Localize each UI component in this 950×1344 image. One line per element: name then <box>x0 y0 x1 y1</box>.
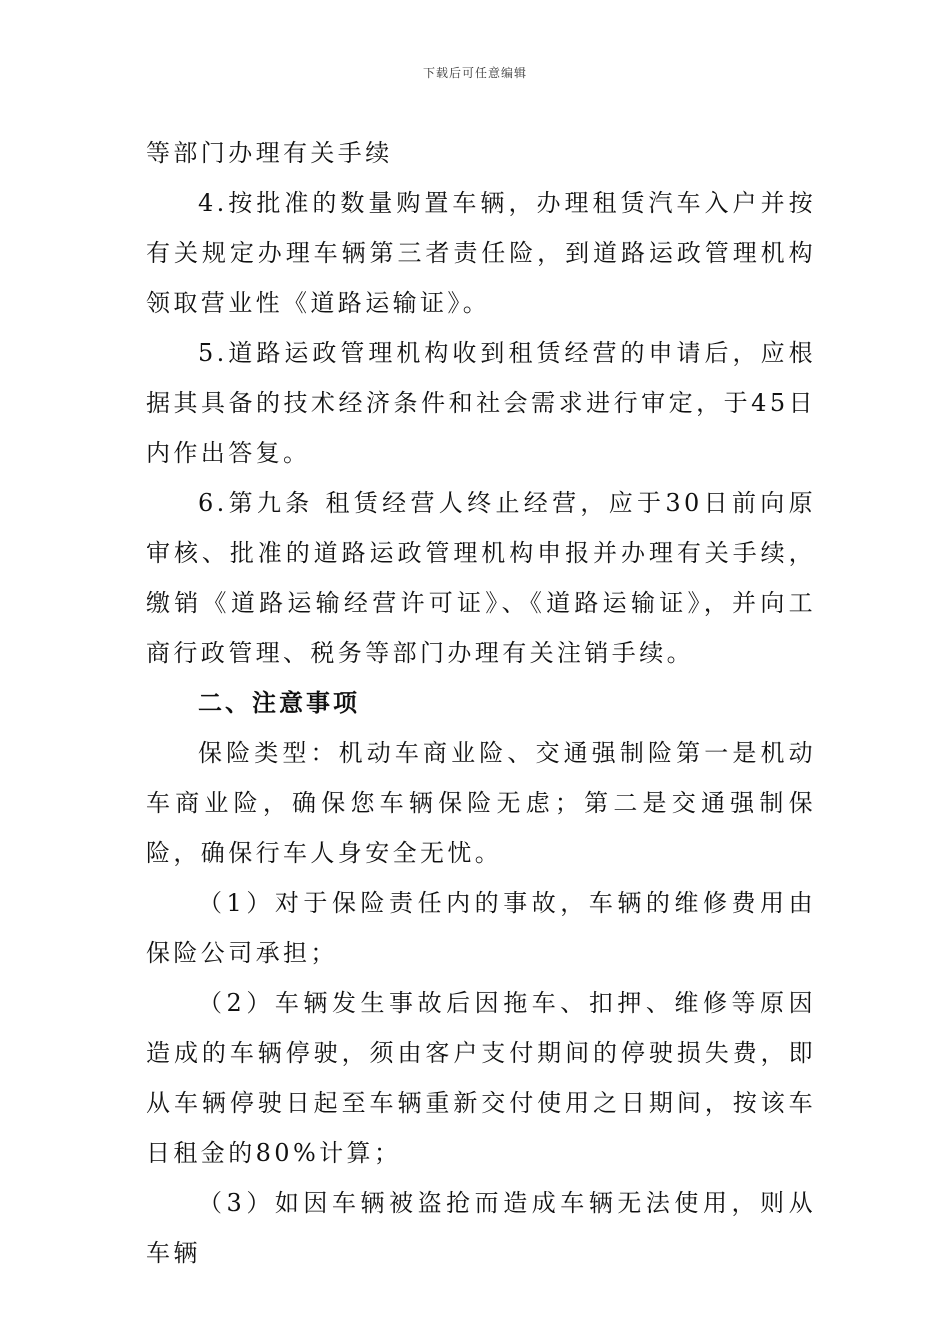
paragraph-item-5: 5.道路运政管理机构收到租赁经营的申请后，应根据其具备的技术经济条件和社会需求进行审定，于45日内作出答复。 <box>146 339 816 467</box>
paragraph-insurance-types: 保险类型：机动车商业险、交通强制险第一是机动车商业险，确保您车辆保险无虑；第二是交通强制保险，确保行车人身安全无忧。 <box>146 739 816 867</box>
document-body <box>146 128 816 1278</box>
paragraph-item-4: 4.按批准的数量购置车辆，办理租赁汽车入户并按有关规定办理车辆第三者责任险，到道路运政管理机构领取营业性《道路运输证》。 <box>146 189 816 317</box>
paragraph-note-3: （3）如因车辆被盗抢而造成车辆无法使用，则从车辆 <box>146 1189 816 1267</box>
paragraph-note-1: （1）对于保险责任内的事故，车辆的维修费用由保险公司承担； <box>146 889 816 967</box>
paragraph-continuation: 等部门办理有关手续 <box>146 139 393 167</box>
header-note: 下载后可任意编辑 <box>422 66 527 80</box>
section-heading: 二、注意事项 <box>198 689 360 717</box>
paragraph-item-6: 6.第九条 租赁经营人终止经营，应于30日前向原审核、批准的道路运政管理机构申报并办理有关手续，缴销《道路运输经营许可证》、《道路运输证》，并向工商行政管理、税务等部门办理有关注销手续。 <box>146 489 816 667</box>
paragraph-note-2: （2）车辆发生事故后因拖车、扣押、维修等原因造成的车辆停驶，须由客户支付期间的停驶损失费，即从车辆停驶日起至车辆重新交付使用之日期间，按该车日租金的80%计算； <box>146 989 816 1167</box>
